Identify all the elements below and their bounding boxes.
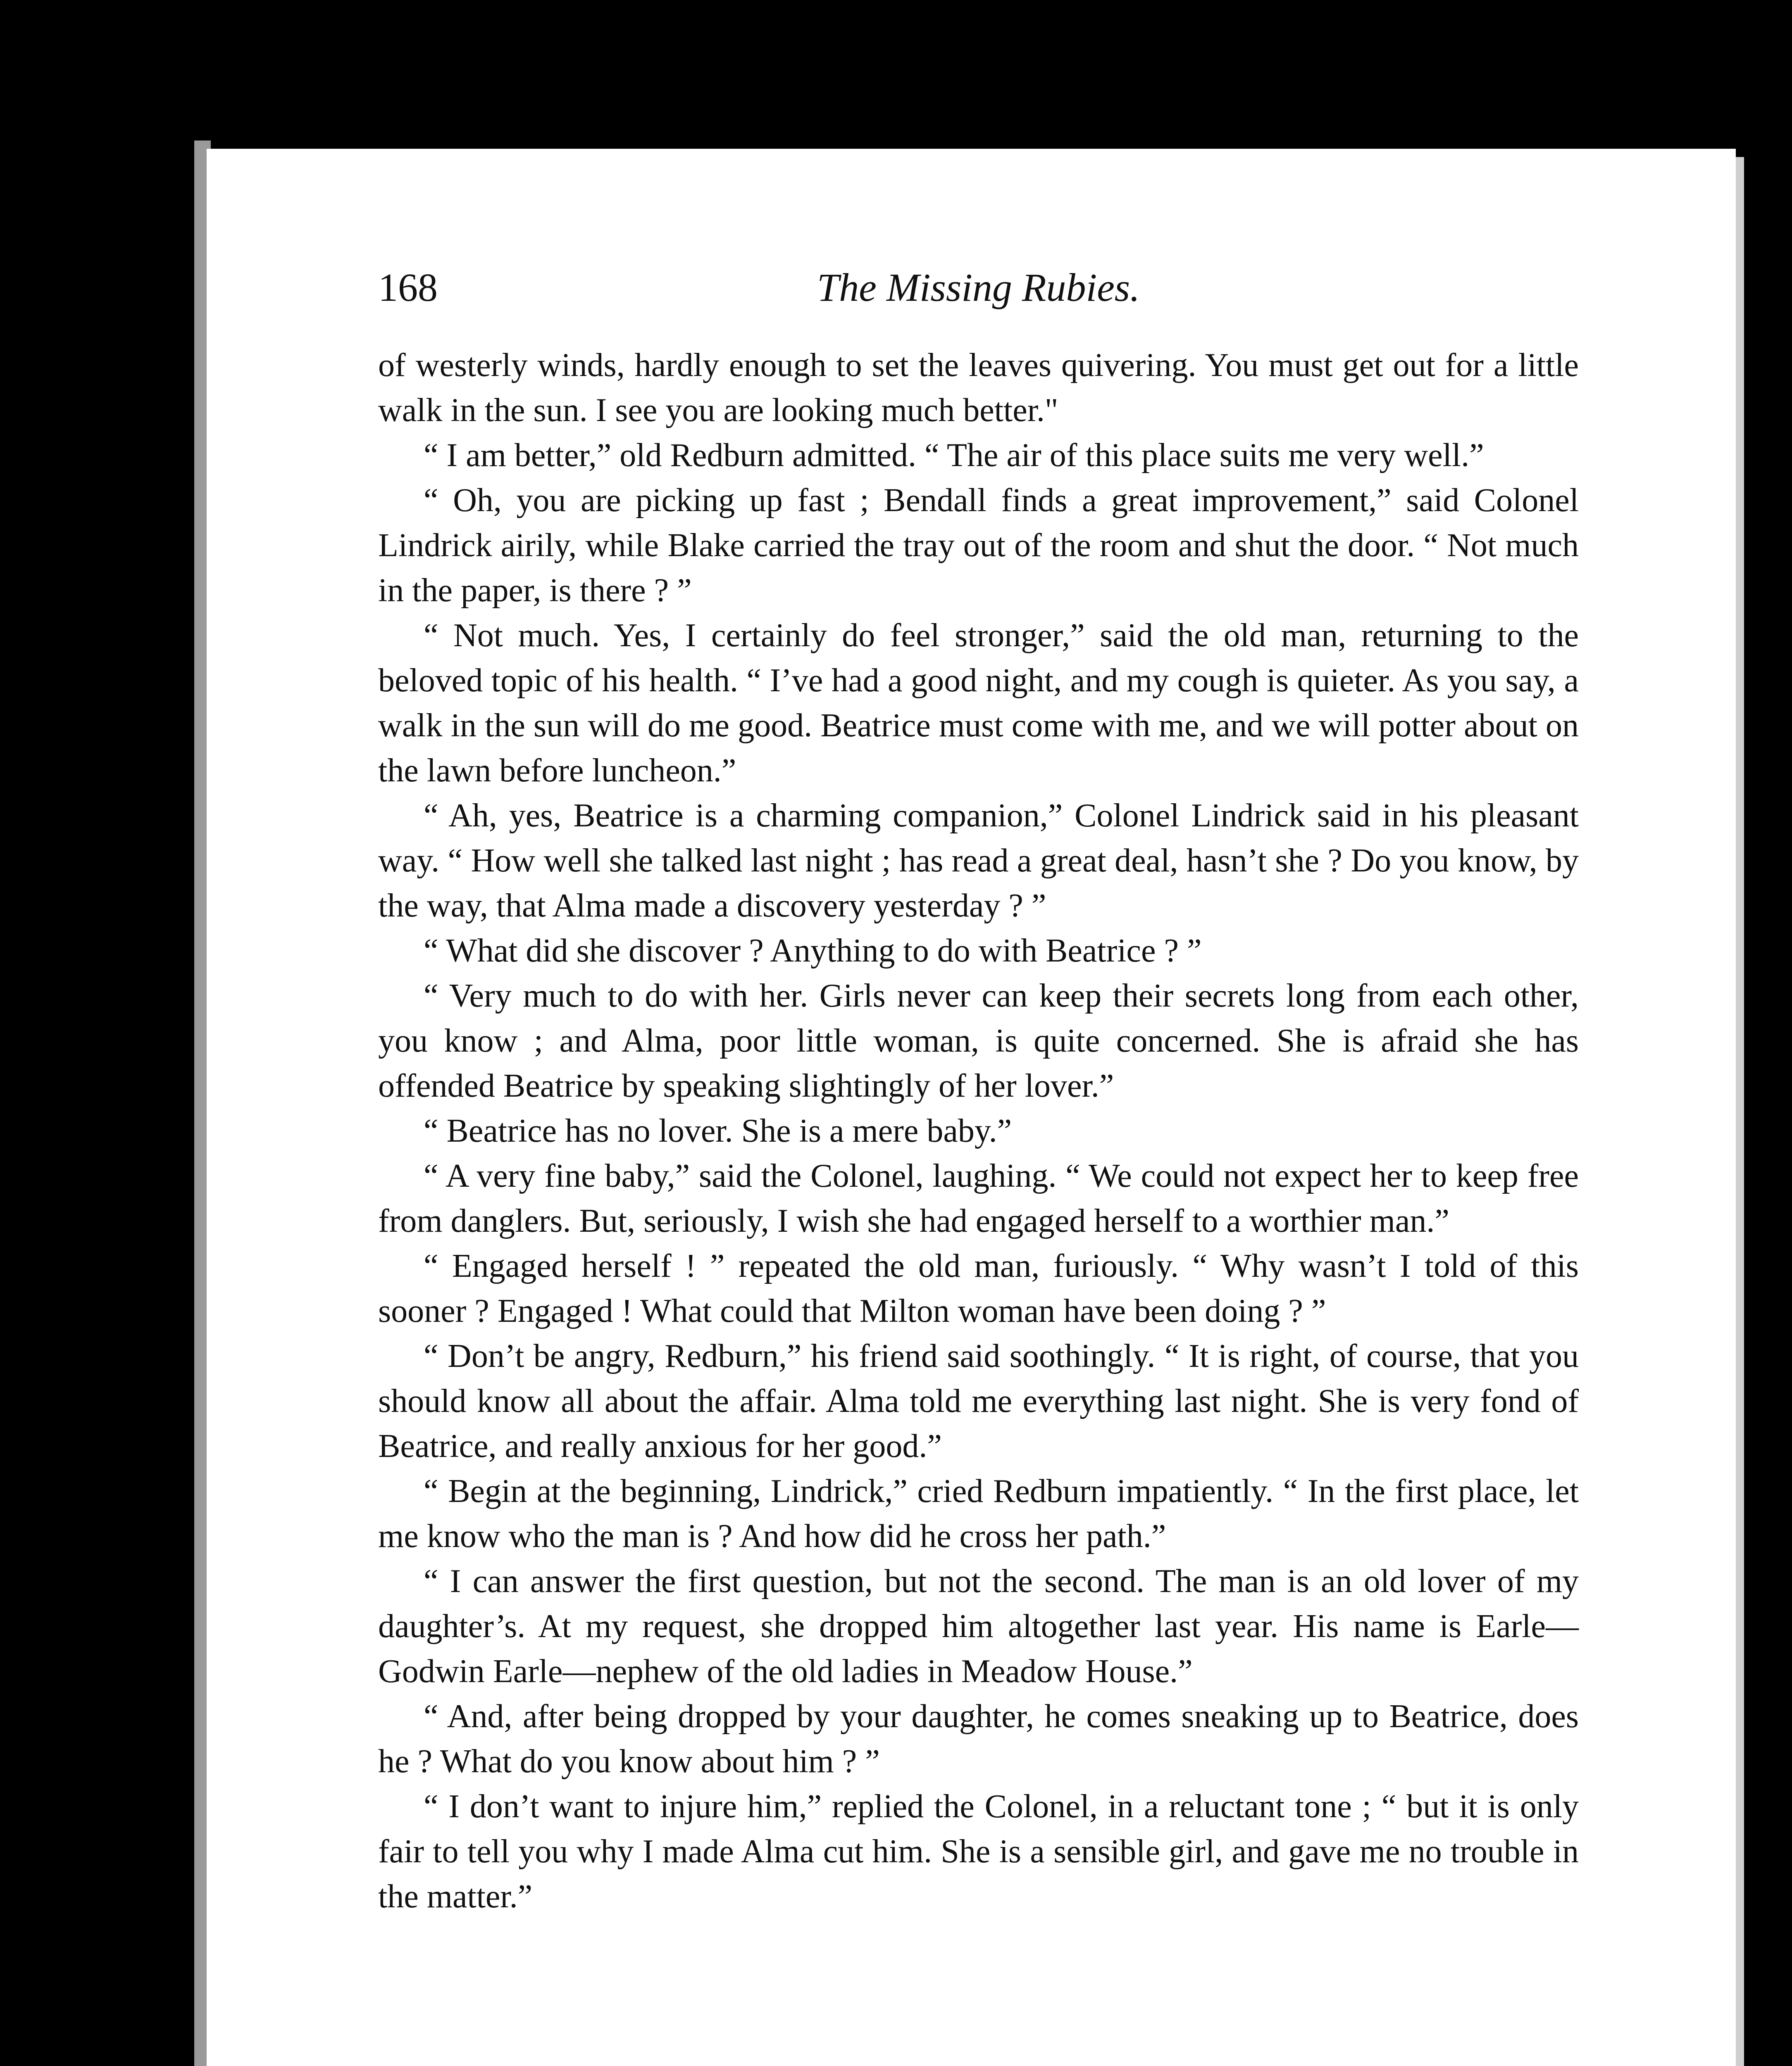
paragraph: “ Not much. Yes, I certainly do feel stronger,” said the old man, returning to the beloved topic of his health. “ I’ve had a good night, and my cough is quieter. As you say, a walk in the sun will do me good. Beatrice must come with me, and we will potter about on the lawn before luncheon.” [378,617,1579,789]
paragraph: “ I am better,” old Redburn admitted. “ The air of this place suits me very well.” [424,437,1484,474]
paragraph: “ Engaged herself ! ” repeated the old man, furiously. “ Why wasn’t I told of this sooner ? Engaged ! What could that Milton woman have been doing ? ” [378,1248,1579,1329]
page-header [378,264,1579,343]
paragraph: “ Don’t be angry, Redburn,” his friend said soothingly. “ It is right, of course, that you should know all about the affair. Alma told me everything last night. She is very fond of Beatrice, and really anxious for her good.” [378,1338,1579,1464]
paragraph: “ I don’t want to injure him,” replied the Colonel, in a reluctant tone ; “ but it is only fair to tell you why I made Alma cut him. She is a sensible girl, and gave me no trouble in the matter.” [378,1788,1579,1915]
paragraph: “ Ah, yes, Beatrice is a charming companion,” Colonel Lindrick said in his pleasant way. “ How well she talked last night ; has read a great deal, hasn’t she ? Do you know, by the way, that Alma made a discovery yesterday ? ” [378,797,1579,924]
paragraph: “ Begin at the beginning, Lindrick,” cried Redburn impatiently. “ In the first place, let me know who the man is ? And how did he cross her path.” [378,1473,1579,1554]
paragraph: of westerly winds, hardly enough to set the leaves quivering. You must get out for a little walk in the sun. I see you are looking much better." [378,347,1579,428]
text-block [378,264,1579,1919]
body-text [378,343,1579,1919]
paragraph: “ I can answer the first question, but not the second. The man is an old lover of my daughter’s. At my request, she dropped him altogether last year. His name is Earle—Godwin Earle—nephew of the old ladies in Meadow House.” [378,1563,1579,1690]
page-number: 168 [378,265,438,309]
paragraph: “ What did she discover ? Anything to do with Beatrice ? ” [424,933,1202,969]
paragraph: “ Very much to do with her. Girls never can keep their secrets long from each other, you know ; and Alma, poor little woman, is quite concerned. She is afraid she has offended Beatrice by speaking slightingly of her lover.” [378,978,1579,1104]
paragraph: “ A very fine baby,” said the Colonel, laughing. “ We could not expect her to keep free from danglers. But, seriously, I wish she had engaged herself to a worthier man.” [378,1158,1579,1239]
paragraph: “ And, after being dropped by your daughter, he comes sneaking up to Beatrice, does he ? What do you know about him ? ” [378,1698,1579,1780]
paragraph: “ Oh, you are picking up fast ; Bendall finds a great improvement,” said Colonel Lindrick airily, while Blake carried the tray out of the room and shut the door. “ Not much in the paper, is there ? ” [378,482,1579,609]
paragraph: “ Beatrice has no lover. She is a mere baby.” [424,1113,1012,1149]
running-title: The Missing Rubies. [817,265,1140,309]
